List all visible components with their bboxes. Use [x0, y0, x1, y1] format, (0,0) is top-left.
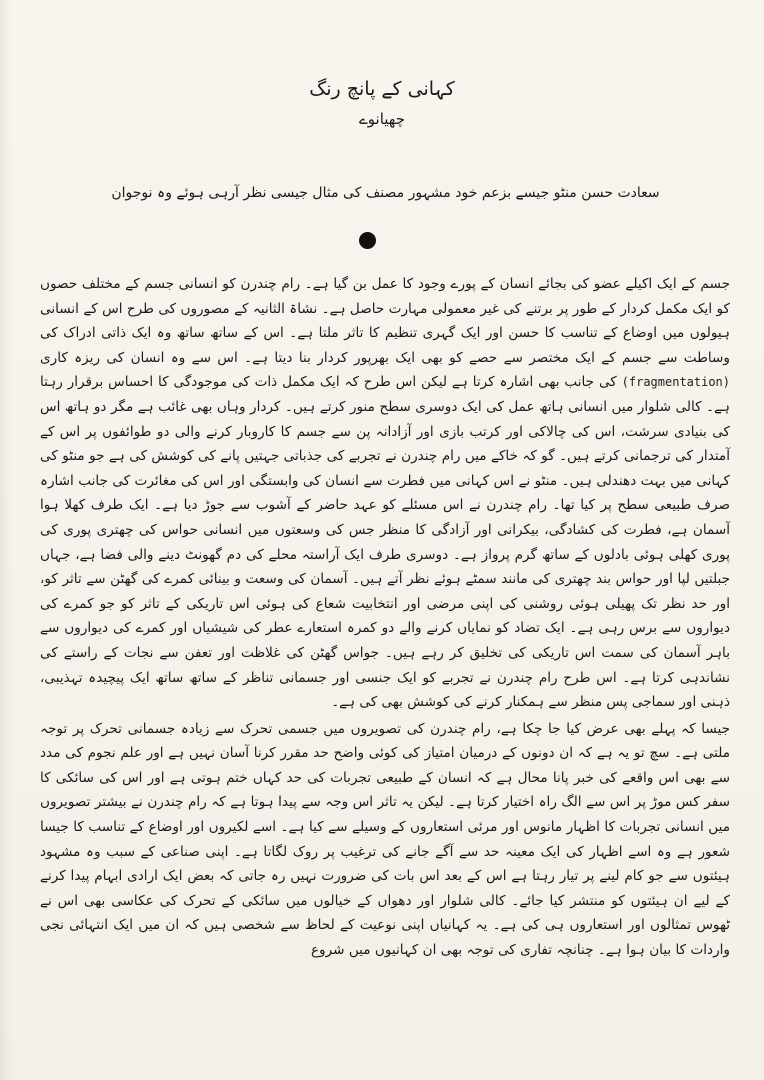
title-block [0, 78, 764, 128]
paragraph-2: جیسا کہ پہلے بھی عرض کیا جا چکا ہے، رام چندرن کی تصویروں میں جسمی تحرک سے زیادہ جسمانی تحرک پر توجہ ملتی ہے۔ سچ تو یہ ہے کہ ان دونوں کے درمیان امتیاز کی کوئی واضح حد مقرر کرنا آسان نہیں ہے اور علم نجوم کی مدد سے بھی اس واقعے کی خبر پانا محال ہے کہ انسان کے طبیعی تجربات کی حد کہاں ختم ہوتی ہے اور اس کی سائکی کا سفر کس موڑ پر اس سے الگ راہ اختیار کرتا ہے۔ لیکن یہ تاثر اس وجہ سے پیدا ہوتا ہے کہ رام چندرن نے بیشتر تصویروں میں انسانی تجربات کا اظہار مانوس اور مرئی استعاروں کے وسیلے سے کیا ہے۔ اسے لکیروں اور اوضاع کے تناسب کا جیسا شعور ہے وہ اسے اظہار کی ایک معینہ حد سے آگے جانے کی ترغیب پر روک لگاتا ہے۔ اپنی صناعی کے سبب وہ مشہود ہیئتوں سے جو کام لینے پر تیار رہتا ہے اس کے بعد اس بات کی ضرورت نہیں رہ جاتی کہ بعض ایک ارادی ابہام پیدا کرنے کے لیے ان ہیئتوں کو منتشر کیا جائے۔ کالی شلوار اور دھواں کے خیالوں میں سائکی کے تحرک کی عکاسی بھی اس نے ٹھوس تمثالوں اور استعاروں ہی کی ہے۔ یہ کہانیاں اپنی نوعیت کے لحاظ سے شخصی ہیں کہ ان میں ایک انتہائی نجی واردات کا بیان ہوا ہے۔ چنانچہ تفاری کی توجہ بھی ان کہانیوں میں شروع [40, 720, 730, 959]
paragraph-1-continued: کی جانب بھی اشارہ کرتا ہے لیکن اس طرح کہ ایک مکمل ذات کی موجودگی کا احساس برقرار رہتا ہے۔ کالی شلوار میں انسانی ہاتھ عمل کی ایک دوسری سطح منور کرتے ہیں۔ کردار وہاں بھی غائب ہے مگر دو ہاتھ اس کی بنیادی سرشت، اس کی چالاکی اور کرتب بازی اور آزادانہ پن سے جسم کا کاروبار کرنے والی دو طوائفوں پر اس کے آمتدار کی ترجمانی کرتے ہیں۔ گو کہ خاکے میں رام چندرن نے تجربے کی جذباتی جہتیں پانے کی کوشش کی ہے جو منٹو کی کہانی میں بہت دھندلی ہیں۔ منٹو نے اس کہانی میں فطرت سے انسان کی وابستگی اور اس کی مغائرت کی جانب اشارہ صرف طبیعی سطح پر کیا تھا۔ رام چندرن نے اس مسئلے کو عہد حاضر کے آشوب سے جوڑ دیا ہے۔ ایک طرف کھلا ہوا آسمان ہے، فطرت کی کشادگی، بیکرانی اور آزادگی کا منظر جس کی وسعتوں میں انسانی حواس کی چھتری پوری کی پوری کھلی ہوئی بادلوں کے ساتھ گرم پرواز ہے۔ دوسری طرف ایک آراستہ محلے کی دم گھونٹ دینے والی فضا ہے، جہاں جبلتیں لپا اور حواس بند چھتری کی مانند سمٹے ہوئے نظر آتے ہیں۔ آسمان کی وسعت و بینائی کمرے کی گھٹن سے تاثر کو، اور حد نظر تک پھیلی ہوئی روشنی کی اپنی مرضی اور انتخابیت شعاع کی ہوئی اس تاریکی کے تاثر کو جو کمرے کی دیواروں سے برس رہی ہے۔ ایک تضاد کو نمایاں کرنے والے دو کمرہ استعارے عطر کی شیشیاں اور کمرے کی دیواروں سے باہر آسمان کی سمت اس تاریکی کی تخلیق کر رہے ہیں۔ جواس گھٹن کی غلاظت اور تعفن سے نجات کے راستے کی نشاندہی کرتا ہے۔ اس طرح رام چندرن نے تجربے کو ایک جنسی اور جسمانی تناظر کے ساتھ ساتھ ایک پیچیدہ تہذیبی، ذہنی اور سماجی پس منظر سے ہمکنار کرنے کی کوشش بھی کی ہے۔ [40, 374, 730, 711]
page-subtitle: چھیانوے [359, 110, 405, 128]
intro-line: سعادت حسن منٹو جیسے بزعم خود مشہور مصنف کی مثال جیسی نظر آرہی ہوئے وہ نوجوان [111, 185, 660, 201]
section-bullet-icon [359, 232, 376, 249]
page-title: کہانی کے پانچ رنگ [309, 78, 455, 100]
scan-edge-shadow [0, 0, 12, 1080]
paragraph-1-text: جسم کے ایک اکیلے عضو کی بجائے انسان کے پورے وجود کا عمل بن گیا ہے۔ رام چندرن کو انسانی جسم کے مختلف حصوں کو ایک مکمل کردار کے طور پر برتنے کی غیر معمولی مہارت حاصل ہے۔ نشاۃ الثانیہ کے مصوروں کی طرح اس کے انسانی ہیولوں میں اوضاع کے تناسب کا حسن اور ایک گہری تنظیم کا تاثر ملتا ہے۔ اس کے ساتھ ساتھ وہ ایک ذاتی ادراک کی وساطت سے جسم کے ایک مختصر سے حصے کو بھی ایک بھرپور کردار بنا دیتا ہے۔ اس سے وہ انسان کی ریزہ کاری [40, 276, 730, 366]
paragraph-1 [40, 272, 730, 715]
body-text [40, 272, 730, 963]
fragmentation-term: (fragmentation) [621, 375, 731, 390]
